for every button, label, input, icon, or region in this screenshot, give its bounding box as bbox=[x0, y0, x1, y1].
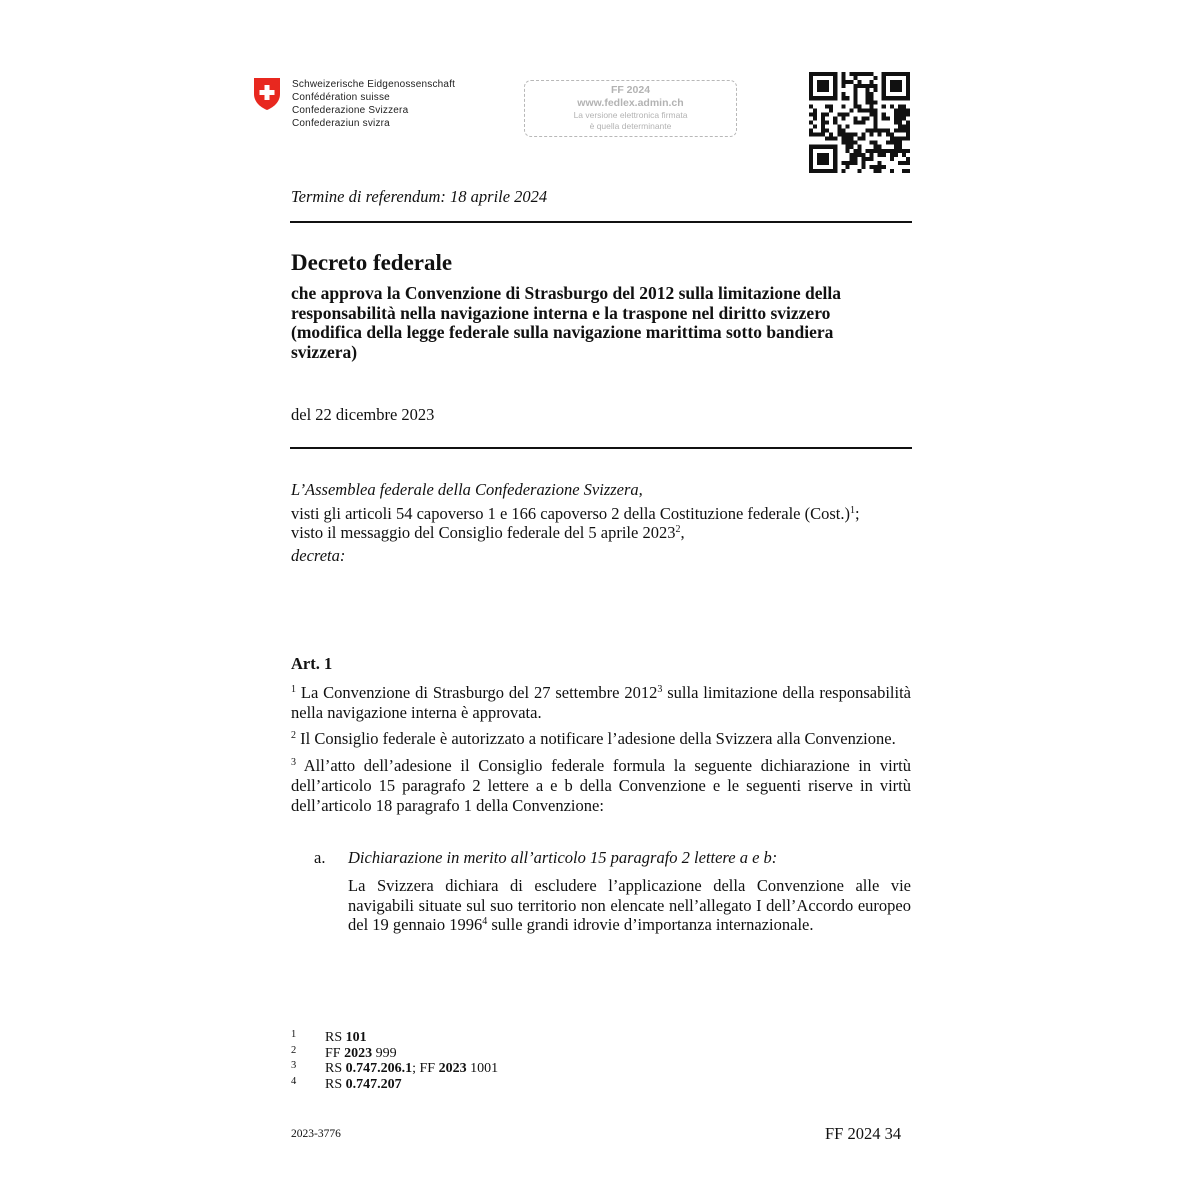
stamp-line-3: La versione elettronica firmata bbox=[573, 110, 688, 120]
preamble-visti-text: visti gli articoli 54 capoverso 1 e 166 capoverso 2 della Costituzione federale (Cost.) bbox=[291, 503, 851, 523]
letter-a-text bbox=[348, 876, 911, 935]
footnote-ref-4: 4 bbox=[482, 916, 488, 928]
preamble-decreta: decreta: bbox=[291, 546, 346, 566]
preamble-visto-text: visto il messaggio del Consiglio federale del 5 aprile 2023 bbox=[291, 523, 676, 543]
stamp-line-1: FF 2024 bbox=[610, 84, 651, 96]
confederation-names bbox=[292, 78, 455, 130]
footnote-prefix: RS bbox=[325, 1076, 346, 1092]
article-heading: Art. 1 bbox=[291, 654, 333, 673]
divider-middle bbox=[290, 447, 912, 449]
footnote-text bbox=[325, 1030, 367, 1046]
paragraph-text: All’atto dell’adesione il Consiglio federale formula la seguente dichiarazione in virtù dell’articolo 15 paragrafo 2 lettere a e b della Convenzione e le seguenti riserve in virtù dell’articolo 18 paragrafo 1 della Convenzione: bbox=[291, 756, 911, 815]
swiss-coat-of-arms-icon bbox=[253, 77, 281, 111]
letter-a-text-1: La Svizzera dichiara di escludere l’applicazione della Convenzione alle vie navigabili situate sul suo territorio non elencate nell’allegato I dell’Accordo europeo del 19 gennaio 1996 bbox=[348, 876, 911, 935]
article-paragraphs bbox=[291, 683, 911, 822]
letter-a-mark: a. bbox=[314, 848, 326, 867]
footnote-number: 3 bbox=[291, 1060, 297, 1071]
footnote-ref-3: 3 bbox=[657, 684, 663, 695]
referendum-deadline: Termine di referendum: 18 aprile 2024 bbox=[291, 187, 548, 206]
preamble-assembly: L’Assemblea federale della Confederazione Svizzera, bbox=[291, 480, 643, 499]
confederation-name-it: Confederazione Svizzera bbox=[292, 105, 409, 116]
paragraph-text: La Convenzione di Strasburgo del 27 settembre 2012 bbox=[296, 683, 658, 702]
footnote-prefix: RS bbox=[325, 1030, 346, 1045]
page-title: Decreto federale bbox=[291, 250, 453, 275]
page-subtitle: che approva la Convenzione di Strasburgo del 2012 sulla limitazione della responsabilità nella navigazione interna e la traspone nel diritto svizzero (modifica della legge federale sulla navigazione marittima sotto bandiera svizzera) bbox=[291, 283, 841, 362]
footnote-suffix: 1001 bbox=[466, 1061, 499, 1076]
footnote-ref: 0.747.206.1 bbox=[345, 1061, 413, 1076]
letter-a-heading: Dichiarazione in merito all’articolo 15 paragrafo 2 lettere a e b: bbox=[348, 848, 778, 867]
footnote-ref-2: 2023 bbox=[438, 1061, 467, 1076]
paragraph-number: 1 bbox=[291, 684, 296, 695]
footnote-text bbox=[325, 1046, 397, 1062]
footnote-number: 1 bbox=[291, 1029, 297, 1040]
document-number: 2023-3776 bbox=[291, 1128, 341, 1140]
decree-date: del 22 dicembre 2023 bbox=[291, 405, 435, 424]
article-paragraph-2 bbox=[291, 729, 911, 749]
confederation-name-rm: Confederaziun svizra bbox=[292, 118, 390, 129]
footnote-ref: 101 bbox=[345, 1030, 367, 1045]
paragraph-number: 3 bbox=[291, 757, 296, 769]
paragraph-number: 2 bbox=[291, 730, 296, 742]
letter-a-text-2: sulle grandi idrovie d’importanza internazionale. bbox=[487, 915, 814, 935]
footnote-suffix: 999 bbox=[372, 1045, 397, 1061]
footnote-ref-2: 2 bbox=[675, 524, 681, 536]
publication-stamp bbox=[524, 80, 737, 137]
preamble-visto-end: , bbox=[680, 523, 685, 543]
preamble-visto bbox=[291, 523, 911, 543]
preamble bbox=[291, 480, 911, 566]
article-paragraph-1 bbox=[291, 683, 911, 722]
footnote-text bbox=[325, 1061, 498, 1077]
footnote-number: 2 bbox=[291, 1044, 297, 1056]
preamble-visti-end: ; bbox=[855, 503, 860, 523]
paragraph-text-cont: sulla limitazione della responsabilità nella navigazione interna è approvata. bbox=[291, 683, 911, 722]
confederation-name-de: Schweizerische Eidgenossenschaft bbox=[292, 79, 456, 90]
footnote-ref: 2023 bbox=[344, 1045, 373, 1061]
footnote-ref: 0.747.207 bbox=[345, 1076, 402, 1092]
footnote-prefix: FF bbox=[325, 1045, 345, 1061]
footnote-text bbox=[325, 1077, 402, 1093]
paragraph-text: Il Consiglio federale è autorizzato a notificare l’adesione della Svizzera alla Convenzione. bbox=[296, 729, 896, 749]
stamp-line-4: è quella determinante bbox=[589, 121, 672, 131]
footnote-ref-1: 1 bbox=[850, 504, 856, 516]
footnote-prefix: RS bbox=[325, 1061, 346, 1076]
footnote-number: 4 bbox=[291, 1075, 297, 1087]
preamble-visti bbox=[291, 504, 911, 524]
qr-code-icon bbox=[809, 72, 910, 173]
page-reference: FF 2024 34 bbox=[825, 1124, 902, 1143]
stamp-line-2: www.fedlex.admin.ch bbox=[577, 97, 684, 109]
divider-top bbox=[290, 221, 912, 223]
footnote-mid: ; FF bbox=[412, 1061, 439, 1076]
confederation-name-fr: Confédération suisse bbox=[292, 92, 390, 103]
article-paragraph-3 bbox=[291, 756, 911, 815]
